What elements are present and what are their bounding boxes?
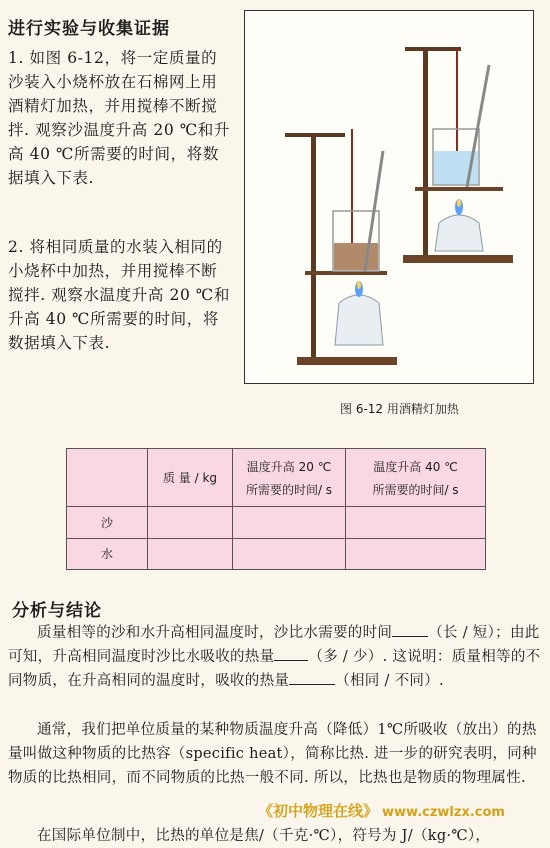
apparatus-illustration [245,11,535,385]
row-label-water: 水 [67,538,148,570]
cell-sand-20c[interactable] [233,507,346,539]
cell-water-40c[interactable] [346,538,486,570]
conclusion-part-2: （长 / 短）；由此可知，升高相同温度时沙比水吸收的热量 [8,625,540,665]
cell-sand-40c[interactable] [346,507,486,539]
figure-6-12 [244,10,534,384]
header-40c-line2: 所需要的时间/ s [372,482,459,497]
conclusion-paragraph [8,621,544,693]
table-row [67,507,486,539]
data-table [66,448,486,570]
unit-line: 在国际单位制中，比热的单位是焦/（千克·℃），符号为 J/（kg·℃）， [37,828,491,844]
cell-water-20c[interactable] [233,538,346,570]
table-header-empty [67,449,148,507]
cell-water-mass[interactable] [148,538,233,570]
blank-2[interactable] [274,646,308,661]
section-title-experiment: 进行实验与收集证据 [8,19,170,39]
header-20c-line1: 温度升高 20 ℃ [246,459,332,474]
step-1-text: 1. 如图 6-12，将一定质量的沙装入小烧杯放在石棉网上用酒精灯加热，并用搅棒不断搅拌. 观察沙温度升高 20 ℃和升高 40 ℃所需要的时间，将数据填入下表. [8,49,230,187]
table-header-mass: 质 量 / kg [148,449,233,507]
watermark-text: 《初中物理在线》 [258,802,379,820]
header-40c-line1: 温度升高 40 ℃ [373,459,458,474]
table-row [67,538,486,570]
row-label-sand: 沙 [67,507,148,539]
watermark [258,800,505,821]
conclusion-part-3: （多 / 少）. 这说明：质量相等的不同物质，在升高相同的温度时，吸收的热量 [8,649,541,689]
table-header-40c [346,449,486,507]
blank-3[interactable] [289,670,335,685]
cell-sand-mass[interactable] [148,507,233,539]
conclusion-part-1: 质量相等的沙和水升高相同温度时，沙比水需要的时间 [37,625,393,641]
water-heating-setup [403,47,513,263]
section-title-analysis: 分析与结论 [12,601,102,621]
watermark-url: www.czwlzx.com [382,805,505,820]
table-header-20c [233,449,346,507]
conclusion-part-4: （相同 / 不同）. [335,673,444,689]
figure-caption: 图 6-12 用酒精灯加热 [340,402,459,416]
sand-heating-setup [285,129,397,365]
table-header-row [67,449,486,507]
header-20c-line2: 所需要的时间/ s [245,482,333,497]
definition-paragraph: 通常，我们把单位质量的某种物质温度升高（降低）1℃所吸收（放出）的热量叫做这种物质的比热容（specific heat），简称比热. 进一步的研究表明，同种物质的比热相同，而不同物质的比热一般不同. 所以，比热也是物质的物理属性. [8,722,537,786]
step-2-text: 2. 将相同质量的水装入相同的小烧杯中加热，并用搅棒不断搅拌. 观察水温度升高 20 ℃和升高 40 ℃所需要的时间，将数据填入下表. [8,238,230,352]
blank-1[interactable] [392,622,428,637]
